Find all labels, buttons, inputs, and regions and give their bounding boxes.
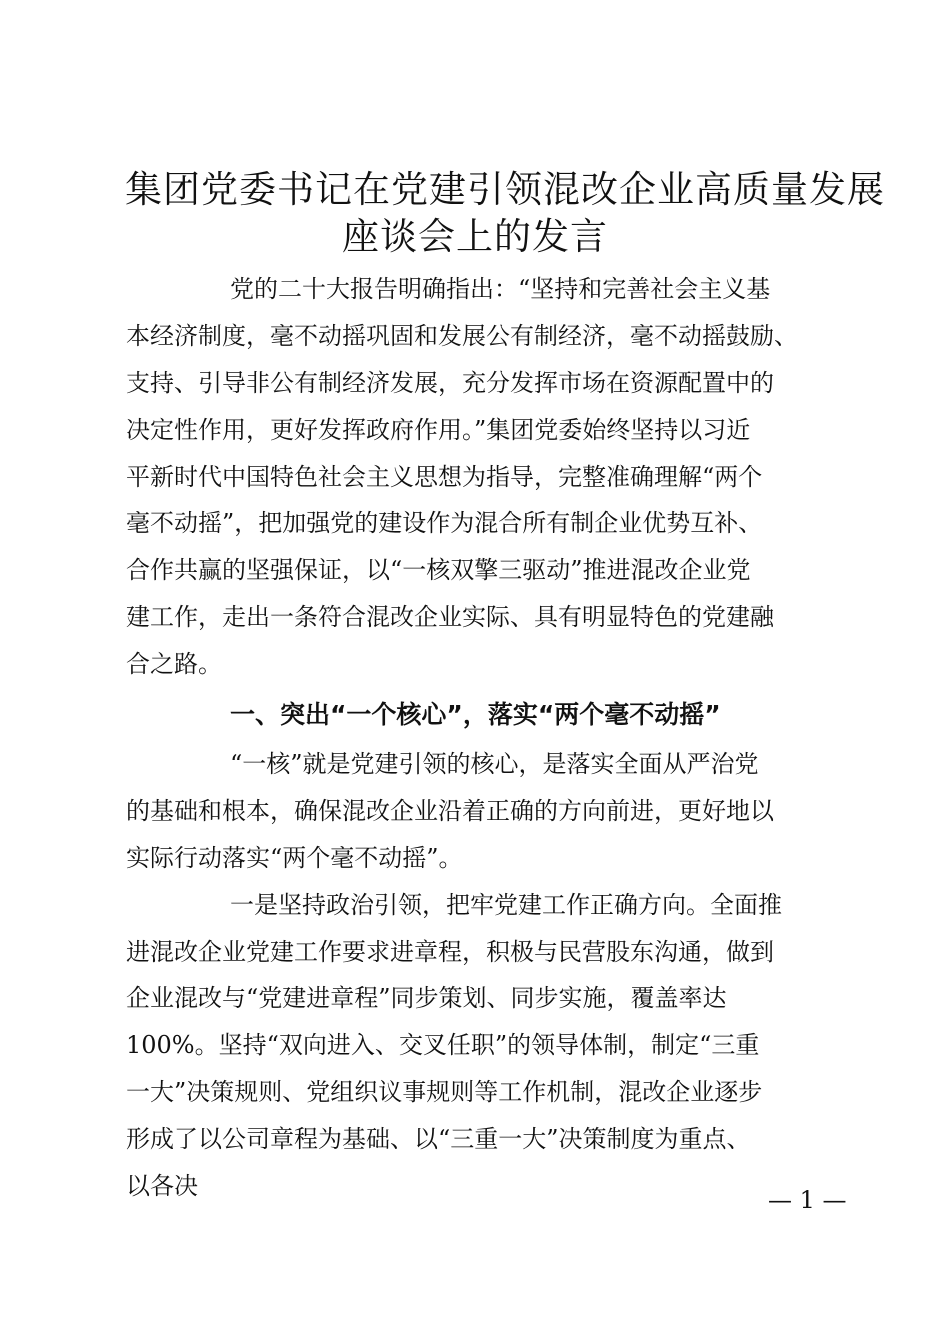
paragraph-line: 企业混改与“党建进章程”同步策划、同步实施，覆盖率达 [126, 984, 727, 1013]
paragraph-line: 决定性作用，更好发挥政府作用。”集团党委始终坚持以习近 [126, 415, 751, 444]
paragraph-line: 建工作，走出一条符合混改企业实际、具有明显特色的党建融 [126, 603, 774, 632]
section-heading: 一、突出“一个核心”，落实“两个毫不动摇” [230, 700, 721, 730]
paragraph-line: 毫不动摇”，把加强党的建设作为混合所有制企业优势互补、 [126, 509, 763, 538]
paragraph-line: 以各决 [126, 1172, 198, 1201]
title-line: 座谈会上的发言 [342, 215, 608, 258]
page-footer [0, 1186, 950, 1226]
paragraph-line: 实际行动落实“两个毫不动摇”。 [126, 843, 463, 872]
paragraph-intro [126, 266, 826, 688]
paragraph-line: 本经济制度，毫不动摇巩固和发展公有制经济，毫不动摇鼓励、 [126, 321, 798, 350]
paragraph-political-guidance [126, 882, 826, 1210]
title-line: 集团党委书记在党建引领混改企业高质量发展 [125, 168, 885, 211]
paragraph-line: 100%。坚持“双向进入、交叉任职”的领导体制，制定“三重 [126, 1031, 760, 1060]
paragraph-line: 一大”决策规则、党组织议事规则等工作机制，混改企业逐步 [126, 1078, 763, 1107]
paragraph-line: 进混改企业党建工作要求进章程，积极与民营股东沟通，做到 [126, 937, 774, 966]
paragraph-line: 合之路。 [126, 650, 222, 679]
paragraph-core [126, 741, 826, 882]
paragraph-line: 一是坚持政治引领，把牢党建工作正确方向。全面推 [230, 890, 782, 919]
document-title [125, 166, 885, 260]
page-number: — 1 — [768, 1186, 847, 1214]
paragraph-line: 合作共赢的坚强保证，以“一核双擎三驱动”推进混改企业党 [126, 556, 751, 585]
paragraph-line: 的基础和根本，确保混改企业沿着正确的方向前进，更好地以 [126, 796, 774, 825]
paragraph-line: 党的二十大报告明确指出：“坚持和完善社会主义基 [230, 275, 771, 303]
paragraph-line: 形成了以公司章程为基础、以“三重一大”决策制度为重点、 [126, 1125, 751, 1154]
paragraph-line: 平新时代中国特色社会主义思想为指导，完整准确理解“两个 [126, 462, 763, 491]
paragraph-line: “一核”就是党建引领的核心，是落实全面从严治党 [230, 750, 759, 779]
paragraph-line: 支持、引导非公有制经济发展，充分发挥市场在资源配置中的 [126, 368, 774, 397]
document-body [126, 266, 826, 1210]
